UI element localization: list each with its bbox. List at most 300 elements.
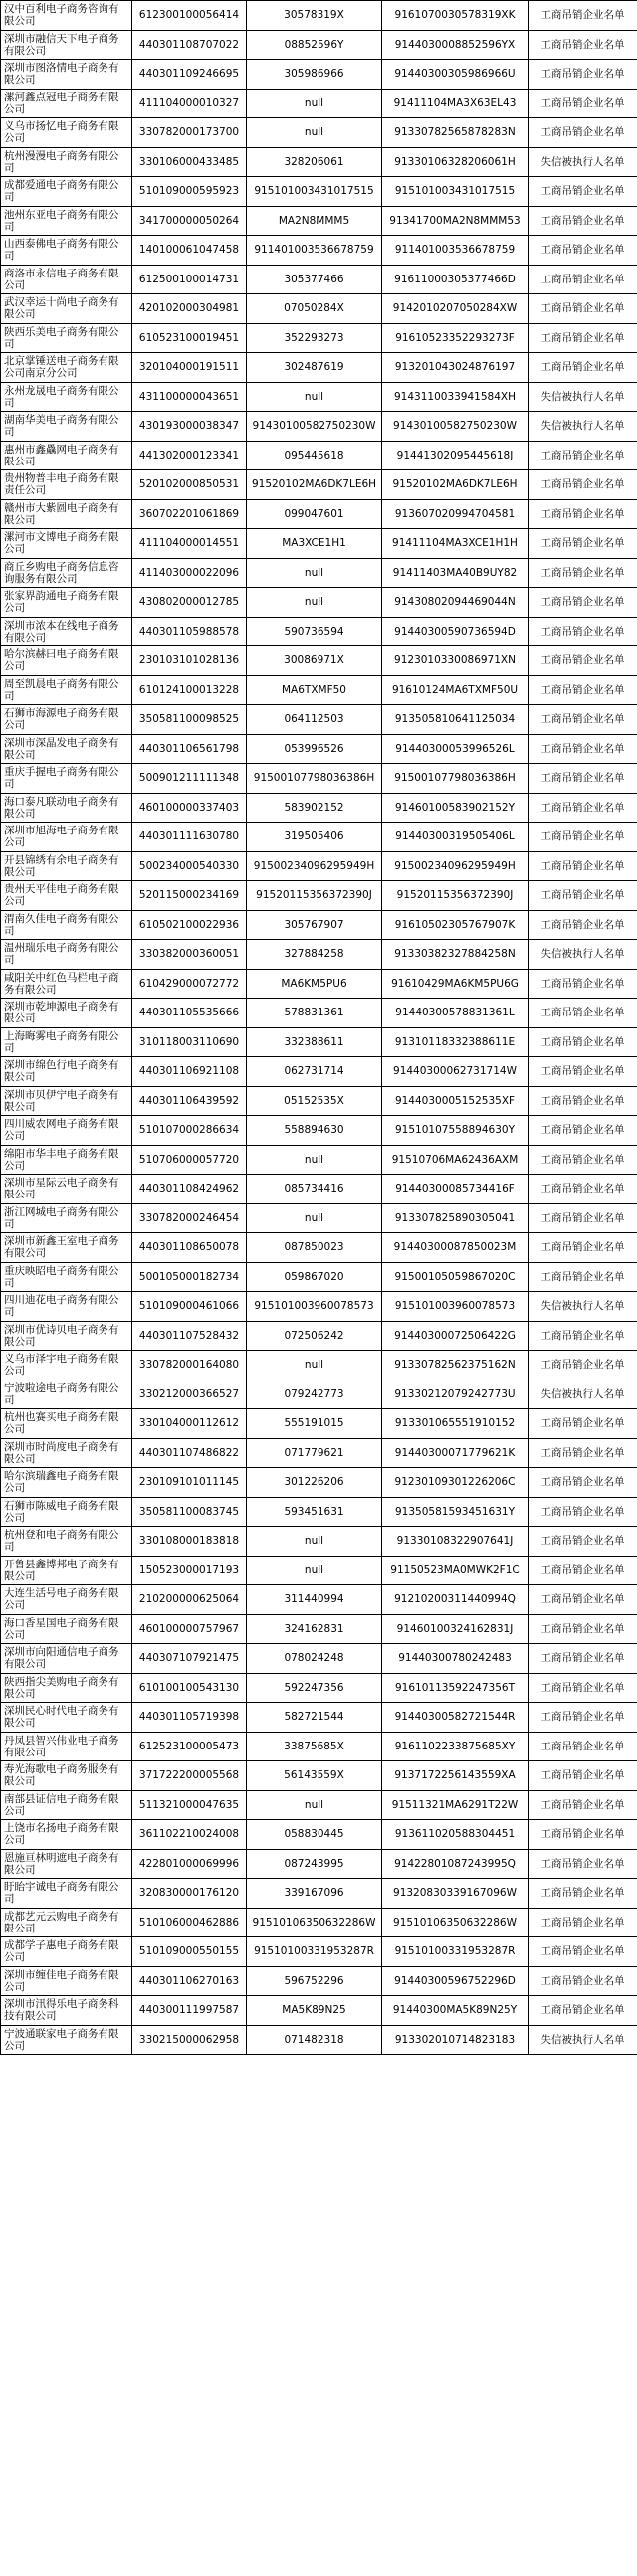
registration-number-cell: 610429000072772 bbox=[132, 969, 247, 999]
list-type-cell: 工商吊销企业名单 bbox=[529, 1057, 637, 1087]
list-type-cell: 失信被执行人名单 bbox=[529, 382, 637, 412]
registration-number-cell: 440307107921475 bbox=[132, 1644, 247, 1674]
credit-code-cell: 91361102058830​4451 bbox=[382, 1820, 529, 1850]
table-row bbox=[1, 412, 637, 442]
registration-number-cell: 230109101011145 bbox=[132, 1468, 247, 1498]
list-type-cell: 工商吊销企业名单 bbox=[529, 1703, 637, 1733]
company-name-cell: 商丘乡购电子商务信息咨询服务有限公司 bbox=[1, 558, 132, 588]
credit-code-cell: 91510706MA6243​6AXM bbox=[382, 1145, 529, 1175]
registration-number-cell: 430193000038347 bbox=[132, 412, 247, 442]
company-name-cell: 四川威农网电子商务有限公司 bbox=[1, 1116, 132, 1146]
list-type-cell: 工商吊销企业名单 bbox=[529, 1937, 637, 1967]
company-name-cell: 贵州天平佳电子商务有限公司 bbox=[1, 881, 132, 911]
company-name-cell: 杭州漫漫电子商务有限公司 bbox=[1, 147, 132, 177]
org-code-cell: 07050284X bbox=[247, 294, 382, 324]
table-row bbox=[1, 470, 637, 500]
table-row bbox=[1, 1879, 637, 1909]
company-name-cell: 深圳市融信天下电子商务有限公司 bbox=[1, 30, 132, 60]
table-row bbox=[1, 675, 637, 705]
org-code-cell: 33875685X bbox=[247, 1732, 382, 1761]
registration-number-cell: 440301105535666 bbox=[132, 999, 247, 1028]
credit-code-cell: 91610700305783​19XK bbox=[382, 1, 529, 31]
org-code-cell: 059867020 bbox=[247, 1262, 382, 1292]
org-code-cell: 07924277​3 bbox=[247, 1380, 382, 1409]
company-name-cell: 深圳市星际云电子商务有限公司 bbox=[1, 1175, 132, 1204]
table-row bbox=[1, 999, 637, 1028]
credit-code-cell: 91611000305377​466D bbox=[382, 265, 529, 294]
company-name-cell: 永州龙晟电子商务有限公司 bbox=[1, 382, 132, 412]
org-code-cell: null bbox=[247, 1527, 382, 1557]
table-row bbox=[1, 1585, 637, 1615]
credit-code-cell: 91310118332388​611E bbox=[382, 1027, 529, 1057]
credit-code-cell: 91440300305986​966U bbox=[382, 60, 529, 90]
org-code-cell: 071779621 bbox=[247, 1438, 382, 1468]
list-type-cell: 工商吊销企业名单 bbox=[529, 646, 637, 676]
org-code-cell: MA5K89N25 bbox=[247, 1996, 382, 2026]
list-type-cell: 工商吊销企业名单 bbox=[529, 1820, 637, 1850]
org-code-cell: null bbox=[247, 89, 382, 118]
table-row bbox=[1, 30, 637, 60]
table-row bbox=[1, 177, 637, 207]
table-row bbox=[1, 1732, 637, 1761]
list-type-cell: 失信被执行人名单 bbox=[529, 412, 637, 442]
credit-code-cell: 91150523MA0MWK​2F1C bbox=[382, 1556, 529, 1585]
org-code-cell: 327884258 bbox=[247, 940, 382, 970]
credit-code-cell: 91510100396007​8573 bbox=[382, 1292, 529, 1322]
list-type-cell: 工商吊销企业名单 bbox=[529, 588, 637, 618]
table-row bbox=[1, 764, 637, 794]
table-row bbox=[1, 1937, 637, 1967]
credit-code-cell: 91440300578831​361L bbox=[382, 999, 529, 1028]
list-type-cell: 工商吊销企业名单 bbox=[529, 294, 637, 324]
registration-number-cell: 520115000234169 bbox=[132, 881, 247, 911]
company-name-cell: 浙江网城电子商务有限公司 bbox=[1, 1203, 132, 1233]
credit-code-cell: 91330212079242​773U bbox=[382, 1380, 529, 1409]
list-type-cell: 工商吊销企业名单 bbox=[529, 1732, 637, 1761]
registration-number-cell: 441302000123341 bbox=[132, 441, 247, 470]
table-row bbox=[1, 1790, 637, 1820]
table-row bbox=[1, 118, 637, 148]
org-code-cell: 592247356 bbox=[247, 1673, 382, 1703]
registration-number-cell: 440301106921108 bbox=[132, 1057, 247, 1087]
credit-code-cell: 91520115356372​390J bbox=[382, 881, 529, 911]
org-code-cell: 305377466 bbox=[247, 265, 382, 294]
company-name-cell: 丹凤县智兴伟业电子商务有限公司 bbox=[1, 1732, 132, 1761]
org-code-cell: null bbox=[247, 1203, 382, 1233]
list-type-cell: 工商吊销企业名单 bbox=[529, 1673, 637, 1703]
credit-code-cell: 91420102070502​84XW bbox=[382, 294, 529, 324]
registration-number-cell: 320104000191511 bbox=[132, 353, 247, 383]
registration-number-cell: 460100000337403 bbox=[132, 793, 247, 823]
registration-number-cell: 330106000433485 bbox=[132, 147, 247, 177]
list-type-cell: 工商吊销企业名单 bbox=[529, 499, 637, 529]
table-row bbox=[1, 1820, 637, 1850]
list-type-cell: 工商吊销企业名单 bbox=[529, 60, 637, 90]
registration-number-cell: 420102000304981 bbox=[132, 294, 247, 324]
company-name-cell: 杭州也赛买电子商务有限公司 bbox=[1, 1409, 132, 1439]
org-code-cell: 053996526 bbox=[247, 734, 382, 764]
table-row bbox=[1, 1468, 637, 1498]
credit-code-cell: 91510100331953​287R bbox=[382, 1937, 529, 1967]
table-row bbox=[1, 1673, 637, 1703]
org-code-cell: 332388611 bbox=[247, 1027, 382, 1057]
list-type-cell: 工商吊销企业名单 bbox=[529, 1175, 637, 1204]
table-row bbox=[1, 1703, 637, 1733]
registration-number-cell: 440301105988578 bbox=[132, 617, 247, 646]
credit-code-cell: 91430802094469044N bbox=[382, 588, 529, 618]
credit-code-cell: 91330782565878283N bbox=[382, 118, 529, 148]
company-name-cell: 深圳市绵色行电子商务有限公司 bbox=[1, 1057, 132, 1087]
list-type-cell: 工商吊销企业名单 bbox=[529, 1438, 637, 1468]
org-code-cell: 085734416 bbox=[247, 1175, 382, 1204]
org-code-cell: null bbox=[247, 558, 382, 588]
registration-number-cell: 411403000022096 bbox=[132, 558, 247, 588]
list-type-cell: 工商吊销企业名单 bbox=[529, 1527, 637, 1557]
credit-code-cell: 91440300071779​621K bbox=[382, 1438, 529, 1468]
org-code-cell: MA3XCE1H1 bbox=[247, 529, 382, 559]
credit-code-cell: 91500105059867​020C bbox=[382, 1262, 529, 1292]
org-code-cell: 30578319X bbox=[247, 1, 382, 31]
list-type-cell: 工商吊销企业名单 bbox=[529, 1145, 637, 1175]
credit-code-cell: 91440300085734​416F bbox=[382, 1175, 529, 1204]
list-type-cell: 工商吊销企业名单 bbox=[529, 353, 637, 383]
company-name-cell: 汉中百利电子商务咨询有限公司 bbox=[1, 1, 132, 31]
table-row bbox=[1, 1527, 637, 1557]
registration-number-cell: 350581100098525 bbox=[132, 705, 247, 735]
table-row bbox=[1, 323, 637, 353]
list-type-cell: 工商吊销企业名单 bbox=[529, 675, 637, 705]
company-name-cell: 漯河市文博电子商务有限公司 bbox=[1, 529, 132, 559]
company-name-cell: 湖南华美电子商务有限公司 bbox=[1, 412, 132, 442]
company-name-cell: 海口香星国电子商务有限公司 bbox=[1, 1614, 132, 1644]
credit-code-cell: 91460100583902​152Y bbox=[382, 793, 529, 823]
org-code-cell: 56143559X bbox=[247, 1761, 382, 1791]
credit-code-cell: 91320104302487​6197 bbox=[382, 353, 529, 383]
registration-number-cell: 440301109246695 bbox=[132, 60, 247, 90]
table-row bbox=[1, 60, 637, 90]
company-name-cell: 哈尔滨瑞鑫电子商务有限公司 bbox=[1, 1468, 132, 1498]
org-code-cell: 91430100582750​230W bbox=[247, 412, 382, 442]
credit-code-cell: 91510106350632​286W bbox=[382, 1908, 529, 1937]
registration-number-cell: 411104000014551 bbox=[132, 529, 247, 559]
org-code-cell: 91510106350632​286W bbox=[247, 1908, 382, 1937]
list-type-cell: 工商吊销企业名单 bbox=[529, 30, 637, 60]
org-code-cell: 095445618 bbox=[247, 441, 382, 470]
list-type-cell: 工商吊销企业名单 bbox=[529, 323, 637, 353]
table-row bbox=[1, 2025, 637, 2055]
table-row bbox=[1, 1614, 637, 1644]
company-name-cell: 深圳市浓本在线电子商务有限公司 bbox=[1, 617, 132, 646]
list-type-cell: 工商吊销企业名单 bbox=[529, 1, 637, 31]
table-row bbox=[1, 265, 637, 294]
company-name-cell: 杭州登和电子商务有限公司 bbox=[1, 1527, 132, 1557]
table-row bbox=[1, 1233, 637, 1263]
table-row bbox=[1, 529, 637, 559]
org-code-cell: null bbox=[247, 1145, 382, 1175]
registration-number-cell: 330108000183818 bbox=[132, 1527, 247, 1557]
credit-code-cell: 91411104MA3XCE1H1H bbox=[382, 529, 529, 559]
org-code-cell: 08852596Y bbox=[247, 30, 382, 60]
table-row bbox=[1, 734, 637, 764]
credit-code-cell: 91440300319505​406L bbox=[382, 823, 529, 852]
list-type-cell: 失信被执行人名单 bbox=[529, 147, 637, 177]
org-code-cell: null bbox=[247, 1790, 382, 1820]
table-row bbox=[1, 851, 637, 881]
list-type-cell: 工商吊销企业名单 bbox=[529, 1321, 637, 1351]
list-type-cell: 工商吊销企业名单 bbox=[529, 969, 637, 999]
list-type-cell: 失信被执行人名单 bbox=[529, 2025, 637, 2055]
credit-code-cell: 91511321MA6291​T22W bbox=[382, 1790, 529, 1820]
table-row bbox=[1, 1145, 637, 1175]
registration-number-cell: 440301106270163 bbox=[132, 1966, 247, 1996]
credit-code-cell: 91520102MA6DK7​LE6H bbox=[382, 470, 529, 500]
credit-code-cell: 91210200311440​994Q bbox=[382, 1585, 529, 1615]
credit-code-cell: 91611022338756​85XY bbox=[382, 1732, 529, 1761]
list-type-cell: 工商吊销企业名单 bbox=[529, 1849, 637, 1879]
list-type-cell: 工商吊销企业名单 bbox=[529, 734, 637, 764]
company-name-cell: 重庆手握电子商务有限公司 bbox=[1, 764, 132, 794]
registration-number-cell: 330104000112612 bbox=[132, 1409, 247, 1439]
list-type-cell: 工商吊销企业名单 bbox=[529, 881, 637, 911]
list-type-cell: 工商吊销企业名单 bbox=[529, 1203, 637, 1233]
list-type-cell: 工商吊销企业名单 bbox=[529, 177, 637, 207]
table-row bbox=[1, 1996, 637, 2026]
company-name-cell: 北京掌锤送电子商务有限公司南京分公司 bbox=[1, 353, 132, 383]
org-code-cell: 596752296 bbox=[247, 1966, 382, 1996]
credit-code-cell: 91431100339415​84XH bbox=[382, 382, 529, 412]
org-code-cell: 319505406 bbox=[247, 823, 382, 852]
list-type-cell: 失信被执行人名单 bbox=[529, 1380, 637, 1409]
org-code-cell: 087850023 bbox=[247, 1233, 382, 1263]
org-code-cell: 064112503 bbox=[247, 705, 382, 735]
list-type-cell: 工商吊销企业名单 bbox=[529, 1556, 637, 1585]
table-row bbox=[1, 1292, 637, 1322]
company-name-cell: 渭南久佳电子商务有限公司 bbox=[1, 910, 132, 940]
list-type-cell: 工商吊销企业名单 bbox=[529, 529, 637, 559]
company-name-cell: 义乌市泽宇电子商务有限公司 bbox=[1, 1351, 132, 1380]
company-name-cell: 深圳市贝伊宁电子商务有限公司 bbox=[1, 1086, 132, 1116]
company-name-cell: 四川迪花电子商务有限公司 bbox=[1, 1292, 132, 1322]
table-row bbox=[1, 1761, 637, 1791]
company-name-cell: 重庆映昭电子商务有限公司 bbox=[1, 1262, 132, 1292]
credit-code-cell: 91330782562375​162N bbox=[382, 1351, 529, 1380]
company-name-cell: 深圳市优诗贝电子商务有限公司 bbox=[1, 1321, 132, 1351]
registration-number-cell: 510109000595923 bbox=[132, 177, 247, 207]
list-type-cell: 工商吊销企业名单 bbox=[529, 1614, 637, 1644]
list-type-cell: 工商吊销企业名单 bbox=[529, 1996, 637, 2026]
company-name-cell: 绵阳市华丰电子商务有限公司 bbox=[1, 1145, 132, 1175]
org-code-cell: 91140100353667​8759 bbox=[247, 236, 382, 266]
company-name-cell: 开鲁县鑫博邦电子商务有限公司 bbox=[1, 1556, 132, 1585]
registration-number-cell: 230103101028136 bbox=[132, 646, 247, 676]
list-type-cell: 工商吊销企业名单 bbox=[529, 470, 637, 500]
list-type-cell: 工商吊销企业名单 bbox=[529, 1351, 637, 1380]
credit-code-cell: 91440300087850​023M bbox=[382, 1233, 529, 1263]
credit-code-cell: 91411104MA3X63EL43 bbox=[382, 89, 529, 118]
company-name-cell: 贵州物普丰电子商务有限责任公司 bbox=[1, 470, 132, 500]
registration-number-cell: 610100100543130 bbox=[132, 1673, 247, 1703]
company-name-cell: 深圳市时尚度电子商务有限公司 bbox=[1, 1438, 132, 1468]
credit-code-cell: 91422801087243​995Q bbox=[382, 1849, 529, 1879]
company-name-cell: 咸阳关中红色马栏电子商务有限公司 bbox=[1, 969, 132, 999]
org-code-cell: 305767907 bbox=[247, 910, 382, 940]
list-type-cell: 工商吊销企业名单 bbox=[529, 1027, 637, 1057]
credit-code-cell: 91440300596752​296D bbox=[382, 1966, 529, 1996]
table-row bbox=[1, 588, 637, 618]
credit-code-cell: 91350581593451​631Y bbox=[382, 1497, 529, 1527]
org-code-cell: 91520102MA6DK7​LE6H bbox=[247, 470, 382, 500]
table-row bbox=[1, 89, 637, 118]
table-row bbox=[1, 1262, 637, 1292]
table-row bbox=[1, 881, 637, 911]
list-type-cell: 工商吊销企业名单 bbox=[529, 1908, 637, 1937]
credit-code-cell: 91371722561435​59XA bbox=[382, 1761, 529, 1791]
registration-number-cell: 511321000047635 bbox=[132, 1790, 247, 1820]
credit-code-cell: 91500107798036​386H bbox=[382, 764, 529, 794]
company-name-cell: 海口泰凡联动电子商务有限公司 bbox=[1, 793, 132, 823]
registration-number-cell: 440301108650078 bbox=[132, 1233, 247, 1263]
credit-code-cell: 91610124MA6TXM​F50U bbox=[382, 675, 529, 705]
table-row bbox=[1, 206, 637, 236]
org-code-cell: 305986966 bbox=[247, 60, 382, 90]
company-name-cell: 开县锦绣有余电子商务有限公司 bbox=[1, 851, 132, 881]
company-name-cell: 成都爱通电子商务有限公司 bbox=[1, 177, 132, 207]
list-type-cell: 工商吊销企业名单 bbox=[529, 1468, 637, 1498]
table-row bbox=[1, 1321, 637, 1351]
credit-code-cell: 91440300072506​422G bbox=[382, 1321, 529, 1351]
credit-code-cell: 91330382327884​258N bbox=[382, 940, 529, 970]
org-code-cell: 91510100396007​8573 bbox=[247, 1292, 382, 1322]
org-code-cell: null bbox=[247, 118, 382, 148]
table-row bbox=[1, 236, 637, 266]
org-code-cell: MA6TXMF50 bbox=[247, 675, 382, 705]
table-row bbox=[1, 646, 637, 676]
org-code-cell: 087243995 bbox=[247, 1849, 382, 1879]
org-code-cell: null bbox=[247, 1351, 382, 1380]
company-name-cell: 周至凯晨电子商务有限公司 bbox=[1, 675, 132, 705]
list-type-cell: 工商吊销企业名单 bbox=[529, 1585, 637, 1615]
company-name-cell: 南部县证信电子商务有限公司 bbox=[1, 1790, 132, 1820]
list-type-cell: 工商吊销企业名单 bbox=[529, 1086, 637, 1116]
registration-number-cell: 460100000757967 bbox=[132, 1614, 247, 1644]
list-type-cell: 工商吊销企业名单 bbox=[529, 265, 637, 294]
registration-number-cell: 330782000164080 bbox=[132, 1351, 247, 1380]
registration-number-cell: 612300100056414 bbox=[132, 1, 247, 31]
table-row bbox=[1, 147, 637, 177]
table-row bbox=[1, 1849, 637, 1879]
registration-number-cell: 440301107486822 bbox=[132, 1438, 247, 1468]
list-type-cell: 工商吊销企业名单 bbox=[529, 1262, 637, 1292]
list-type-cell: 工商吊销企业名单 bbox=[529, 1644, 637, 1674]
table-row bbox=[1, 1086, 637, 1116]
org-code-cell: 324162831 bbox=[247, 1614, 382, 1644]
company-name-cell: 义乌市扬忆电子商务有限公司 bbox=[1, 118, 132, 148]
list-type-cell: 工商吊销企业名单 bbox=[529, 999, 637, 1028]
registration-number-cell: 440300111997587 bbox=[132, 1996, 247, 2026]
company-name-cell: 池州东亚电子商务有限公司 bbox=[1, 206, 132, 236]
org-code-cell: 099047601 bbox=[247, 499, 382, 529]
org-code-cell: null bbox=[247, 588, 382, 618]
registration-number-cell: 610502100022936 bbox=[132, 910, 247, 940]
registration-number-cell: 500234000540330 bbox=[132, 851, 247, 881]
org-code-cell: 062731714 bbox=[247, 1057, 382, 1087]
registration-number-cell: 510109000461066 bbox=[132, 1292, 247, 1322]
registration-number-cell: 610124100013228 bbox=[132, 675, 247, 705]
list-type-cell: 失信被执行人名单 bbox=[529, 1292, 637, 1322]
org-code-cell: 91500107798036​386H bbox=[247, 764, 382, 794]
list-type-cell: 工商吊销企业名单 bbox=[529, 793, 637, 823]
registration-number-cell: 361102210024008 bbox=[132, 1820, 247, 1850]
table-row bbox=[1, 1351, 637, 1380]
company-name-cell: 深圳市旭海电子商务有限公司 bbox=[1, 823, 132, 852]
credit-code-cell: 91320830339167​096W bbox=[382, 1879, 529, 1909]
company-name-cell: 漯河鑫点冠电子商务有限公司 bbox=[1, 89, 132, 118]
org-code-cell: 91520115356372​390J bbox=[247, 881, 382, 911]
company-name-cell: 寿光海歌电子商务服务有限公司 bbox=[1, 1761, 132, 1791]
credit-code-cell: 91500234096295​949H bbox=[382, 851, 529, 881]
org-code-cell: null bbox=[247, 1556, 382, 1585]
registration-number-cell: 440301106561798 bbox=[132, 734, 247, 764]
credit-code-cell: 91330782589030​5041 bbox=[382, 1203, 529, 1233]
org-code-cell: 91510100343101​7515 bbox=[247, 177, 382, 207]
registration-number-cell: 440301107528432 bbox=[132, 1321, 247, 1351]
company-name-cell: 大连生活号电子商务有限公司 bbox=[1, 1585, 132, 1615]
company-name-cell: 惠州市鑫驫网电子商务有限公司 bbox=[1, 441, 132, 470]
credit-code-cell: 91460100324162​831J bbox=[382, 1614, 529, 1644]
registration-number-cell: 341700000050264 bbox=[132, 206, 247, 236]
credit-code-cell: 91411403MA40B9UY82 bbox=[382, 558, 529, 588]
org-code-cell: 078024248 bbox=[247, 1644, 382, 1674]
org-code-cell: 058830445 bbox=[247, 1820, 382, 1850]
list-type-cell: 工商吊销企业名单 bbox=[529, 1761, 637, 1791]
list-type-cell: 工商吊销企业名单 bbox=[529, 910, 637, 940]
list-type-cell: 工商吊销企业名单 bbox=[529, 206, 637, 236]
org-code-cell: 311440994 bbox=[247, 1585, 382, 1615]
registration-number-cell: 440301106439592 bbox=[132, 1086, 247, 1116]
company-name-cell: 上海晦雾电子商务有限公司 bbox=[1, 1027, 132, 1057]
credit-code-cell: 91610429MA6KM5​PU6G bbox=[382, 969, 529, 999]
company-name-cell: 商洛市永信电子商务有限公司 bbox=[1, 265, 132, 294]
table-row bbox=[1, 558, 637, 588]
list-type-cell: 工商吊销企业名单 bbox=[529, 118, 637, 148]
credit-code-cell: 91330106555191​0152 bbox=[382, 1409, 529, 1439]
list-type-cell: 工商吊销企业名单 bbox=[529, 441, 637, 470]
company-name-cell: 哈尔滨赫曰电子商务有限公司 bbox=[1, 646, 132, 676]
registration-number-cell: 610523100019451 bbox=[132, 323, 247, 353]
registration-number-cell: 520102000850531 bbox=[132, 470, 247, 500]
org-code-cell: 91510100331953​287R bbox=[247, 1937, 382, 1967]
table-row bbox=[1, 1908, 637, 1937]
company-name-cell: 深圳市汛得乐电子商务科技有限公司 bbox=[1, 1996, 132, 2026]
registration-number-cell: 510106000462886 bbox=[132, 1908, 247, 1937]
company-name-cell: 深圳市缠佳电子商务有限公司 bbox=[1, 1966, 132, 1996]
credit-code-cell: 91440300590736​594D bbox=[382, 617, 529, 646]
credit-code-cell: 91440300MA5K89​N25Y bbox=[382, 1996, 529, 2026]
list-type-cell: 工商吊销企业名单 bbox=[529, 1497, 637, 1527]
registration-number-cell: 440301111630780 bbox=[132, 823, 247, 852]
list-type-cell: 工商吊销企业名单 bbox=[529, 851, 637, 881]
company-name-cell: 深圳市新鑫王室电子商务有限公司 bbox=[1, 1233, 132, 1263]
credit-code-cell: 91230103300869​71XN bbox=[382, 646, 529, 676]
table-row bbox=[1, 441, 637, 470]
credit-code-cell: 91350581064112​5034 bbox=[382, 705, 529, 735]
credit-code-cell: 91610523352293​273F bbox=[382, 323, 529, 353]
table-row bbox=[1, 910, 637, 940]
list-type-cell: 工商吊销企业名单 bbox=[529, 558, 637, 588]
list-type-cell: 工商吊销企业名单 bbox=[529, 1233, 637, 1263]
registration-number-cell: 500901211111348 bbox=[132, 764, 247, 794]
credit-code-cell: 91510100343101​7515 bbox=[382, 177, 529, 207]
